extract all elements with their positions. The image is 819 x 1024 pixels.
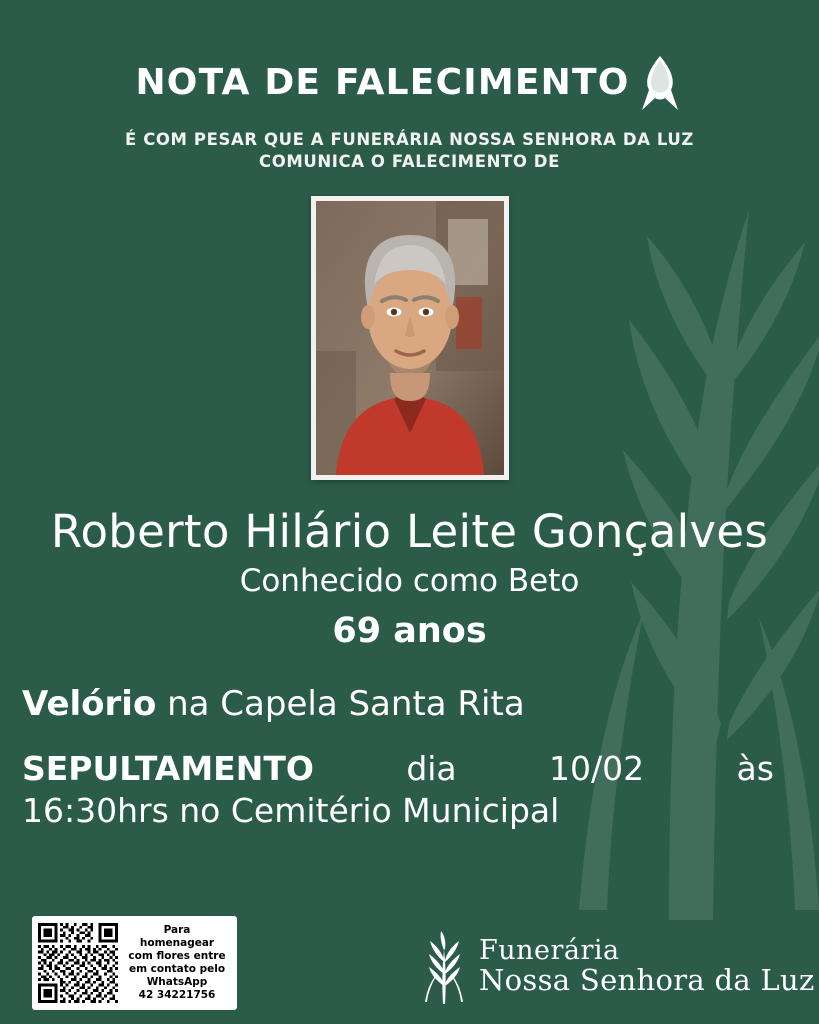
qr-line-3: com flores entre <box>128 949 226 962</box>
deceased-nickname: Conhecido como Beto <box>239 562 580 599</box>
qr-line-1: Para <box>163 923 191 936</box>
service-details <box>22 685 819 833</box>
deceased-name: Roberto Hilário Leite Gonçalves <box>50 504 769 558</box>
qr-line-5: WhatsApp <box>146 976 208 989</box>
wake-location: na Capela Santa Rita <box>156 683 525 724</box>
poster-footer <box>0 916 819 1010</box>
wheat-sheaf-icon <box>417 928 471 1004</box>
subtitle-line-1: É COM PESAR QUE A FUNERÁRIA NOSSA SENHORA DA LUZ <box>124 130 694 149</box>
burial-at-word: às <box>736 748 774 788</box>
wake-label: Velório <box>22 683 157 724</box>
portrait-frame <box>311 196 509 480</box>
company-name-line-2: Nossa Senhora da Luz <box>479 963 815 997</box>
mourning-ribbon-icon <box>636 50 684 112</box>
wake-line <box>22 685 819 724</box>
poster-header <box>0 54 819 112</box>
burial-date: 10/02 <box>549 748 645 788</box>
company-logo <box>417 928 815 1010</box>
company-name <box>479 937 815 995</box>
burial-label: SEPULTAMENTO <box>22 748 314 788</box>
deceased-age: 69 anos <box>332 610 487 651</box>
qr-phone: 42 34221756 <box>138 989 216 1002</box>
qr-line-4: em contato pelo <box>128 963 226 975</box>
deceased-photo <box>316 201 504 475</box>
page-title: NOTA DE FALECIMENTO <box>135 62 630 103</box>
qr-card[interactable] <box>32 916 237 1010</box>
qr-instructions <box>123 924 231 1003</box>
burial-day-word: dia <box>406 748 457 788</box>
burial-line <box>22 748 787 832</box>
subtitle-line-2: COMUNICA O FALECIMENTO DE <box>259 152 560 172</box>
company-name-line-1: Funerária <box>479 935 620 966</box>
qr-line-2: homenagear <box>139 936 215 949</box>
burial-time-place: 16:30hrs no Cemitério Municipal <box>22 791 560 831</box>
qr-code-icon[interactable] <box>38 923 118 1003</box>
poster-subtitle <box>0 129 819 174</box>
